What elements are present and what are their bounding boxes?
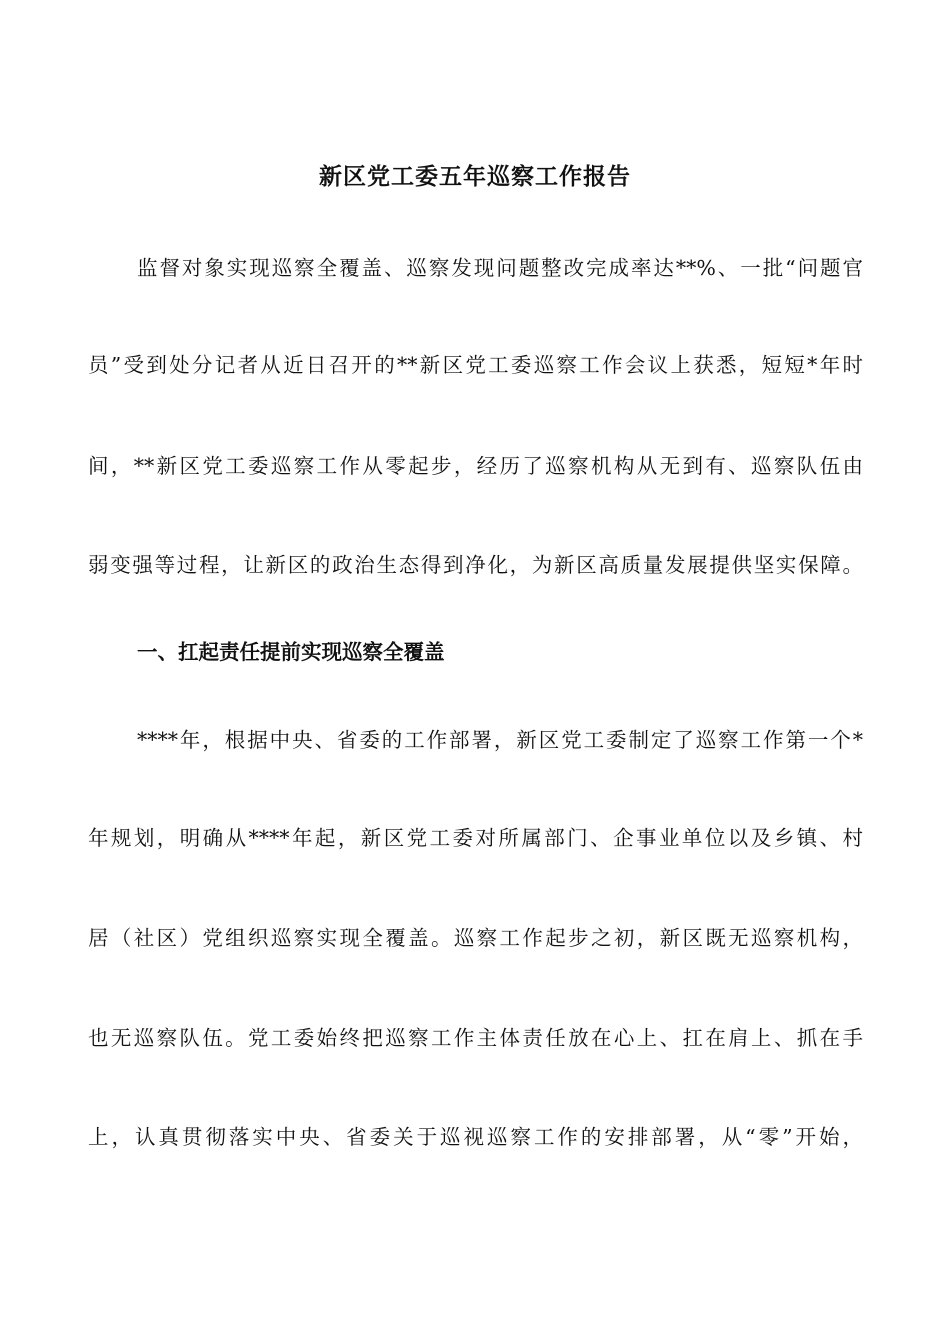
paragraph-line: 居（社区）党组织巡察实现全覆盖。巡察工作起步之初，新区既无巡察机构， [88,926,863,950]
section-heading: 一、扛起责任提前实现巡察全覆盖 [137,640,445,664]
document-title: 新区党工委五年巡察工作报告 [319,163,631,190]
paragraph-line: 员”受到处分记者从近日召开的**新区党工委巡察工作会议上获悉，短短*年时 [88,353,863,377]
paragraph-line: 上，认真贯彻落实中央、省委关于巡视巡察工作的安排部署，从“零”开始， [88,1125,863,1149]
paragraph-line: 年规划，明确从****年起，新区党工委对所属部门、企事业单位以及乡镇、村 [88,826,863,850]
paragraph-line: 弱变强等过程，让新区的政治生态得到净化，为新区高质量发展提供坚实保障。 [88,553,863,577]
paragraph-line: 也无巡察队伍。党工委始终把巡察工作主体责任放在心上、扛在肩上、抓在手 [88,1026,863,1050]
paragraph-line: 间，**新区党工委巡察工作从零起步，经历了巡察机构从无到有、巡察队伍由 [88,454,863,478]
paragraph-line: ****年，根据中央、省委的工作部署，新区党工委制定了巡察工作第一个* [137,728,863,752]
paragraph-line: 监督对象实现巡察全覆盖、巡察发现问题整改完成率达**%、一批“问题官 [137,256,863,280]
